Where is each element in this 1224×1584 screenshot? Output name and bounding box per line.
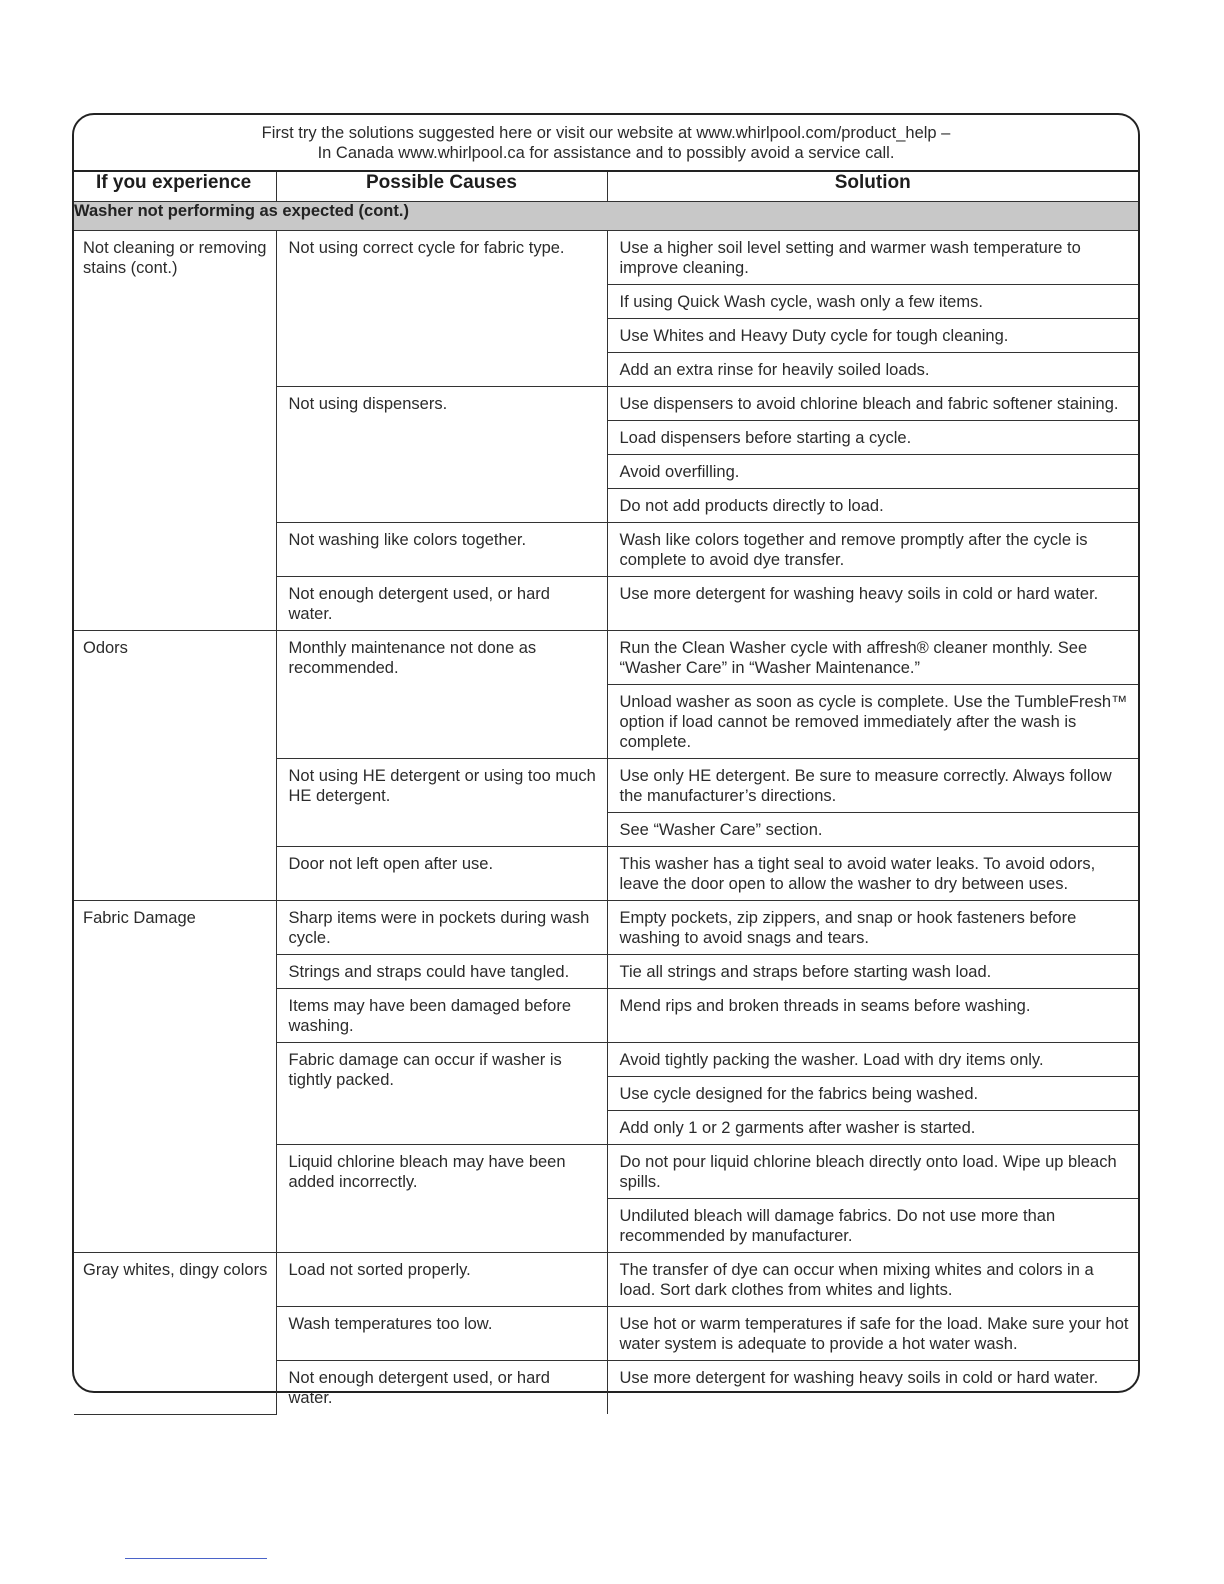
experience-cell <box>74 231 276 631</box>
solution-cell <box>607 1077 1138 1111</box>
solution-cell <box>607 759 1138 813</box>
solution-cell <box>607 231 1138 285</box>
solution-text: Use only HE detergent. Be sure to measure correctly. Always follow the manufacturer’s directions. <box>619 767 1112 805</box>
cause-text: Wash temperatures too low. <box>288 1315 493 1333</box>
section-title: Washer not performing as expected (cont.) <box>74 202 1138 231</box>
solution-cell <box>607 421 1138 455</box>
intro-line-2: In Canada www.whirlpool.ca for assistance and to possibly avoid a service call. <box>317 143 895 162</box>
table-row <box>74 1253 1138 1307</box>
solution-cell <box>607 1307 1138 1361</box>
solution-text: The transfer of dye can occur when mixing whites and colors in a load. Sort dark clothes from whites and lights. <box>619 1261 1094 1299</box>
solution-text: Wash like colors together and remove promptly after the cycle is complete to avoid dye transfer. <box>619 531 1088 569</box>
cause-text: Load not sorted properly. <box>288 1261 471 1279</box>
table-row <box>74 901 1138 955</box>
solution-cell <box>607 1043 1138 1077</box>
header-experience: If you experience <box>74 172 276 202</box>
cause-text: Not using correct cycle for fabric type. <box>288 239 565 257</box>
cause-cell <box>276 1043 607 1145</box>
solution-cell <box>607 1361 1138 1415</box>
intro-note <box>74 115 1138 172</box>
solution-text: Add an extra rinse for heavily soiled loads. <box>619 361 930 379</box>
solution-cell <box>607 989 1138 1043</box>
solution-cell <box>607 813 1138 847</box>
experience-cell <box>74 631 276 901</box>
solution-text: Use a higher soil level setting and warmer wash temperature to improve cleaning. <box>619 239 1081 277</box>
solution-cell <box>607 353 1138 387</box>
solution-cell <box>607 685 1138 759</box>
footer-link-rule <box>125 1558 267 1559</box>
solution-cell <box>607 455 1138 489</box>
solution-cell <box>607 577 1138 631</box>
solution-cell <box>607 1199 1138 1253</box>
solution-cell <box>607 1253 1138 1307</box>
cause-cell <box>276 847 607 901</box>
table-row <box>74 631 1138 685</box>
solution-text: Use Whites and Heavy Duty cycle for tough cleaning. <box>619 327 1009 345</box>
experience-cell <box>74 1253 276 1415</box>
solution-cell <box>607 847 1138 901</box>
solution-text: Avoid tightly packing the washer. Load with dry items only. <box>619 1051 1044 1069</box>
experience-cell <box>74 901 276 1253</box>
solution-cell <box>607 955 1138 989</box>
solution-text: Load dispensers before starting a cycle. <box>619 429 912 447</box>
cause-cell <box>276 1307 607 1361</box>
solution-text: Undiluted bleach will damage fabrics. Do not use more than recommended by manufacturer. <box>619 1207 1056 1245</box>
cause-text: Not enough detergent used, or hard water. <box>288 1369 550 1407</box>
solution-cell <box>607 1145 1138 1199</box>
cause-text: Not using dispensers. <box>288 395 448 413</box>
experience-text: Not cleaning or removing stains (cont.) <box>83 239 267 277</box>
solution-text: This washer has a tight seal to avoid water leaks. To avoid odors, leave the door open to allow the washer to dry between uses. <box>619 855 1096 893</box>
cause-text: Liquid chlorine bleach may have been added incorrectly. <box>288 1153 566 1191</box>
cause-cell <box>276 955 607 989</box>
solution-text: If using Quick Wash cycle, wash only a few items. <box>619 293 983 311</box>
cause-text: Monthly maintenance not done as recommended. <box>288 639 537 677</box>
cause-text: Door not left open after use. <box>288 855 494 873</box>
solution-cell <box>607 387 1138 421</box>
solution-cell <box>607 523 1138 577</box>
header-solution: Solution <box>607 172 1138 202</box>
cause-cell <box>276 231 607 387</box>
solution-cell <box>607 631 1138 685</box>
solution-text: Tie all strings and straps before starting wash load. <box>619 963 992 981</box>
cause-text: Items may have been damaged before washing. <box>288 997 572 1035</box>
cause-cell <box>276 631 607 759</box>
table-row <box>74 231 1138 285</box>
solution-cell <box>607 901 1138 955</box>
solution-text: Empty pockets, zip zippers, and snap or hook fasteners before washing to avoid snags and tears. <box>619 909 1077 947</box>
cause-cell <box>276 1253 607 1307</box>
solution-text: Mend rips and broken threads in seams before washing. <box>619 997 1031 1015</box>
cause-text: Not washing like colors together. <box>288 531 527 549</box>
solution-cell <box>607 285 1138 319</box>
cause-text: Not using HE detergent or using too much HE detergent. <box>288 767 596 805</box>
cause-text: Not enough detergent used, or hard water. <box>288 585 550 623</box>
cause-cell <box>276 989 607 1043</box>
header-causes: Possible Causes <box>276 172 607 202</box>
solution-cell <box>607 489 1138 523</box>
solution-text: Do not add products directly to load. <box>619 497 884 515</box>
cause-cell <box>276 577 607 631</box>
solution-text: Unload washer as soon as cycle is complete. Use the TumbleFresh™ option if load cannot be removed immediately after the wash is complete. <box>619 693 1128 751</box>
cause-cell <box>276 1145 607 1253</box>
solution-text: Use cycle designed for the fabrics being washed. <box>619 1085 979 1103</box>
cause-cell <box>276 901 607 955</box>
experience-text: Odors <box>83 639 128 657</box>
experience-text: Fabric Damage <box>83 909 196 927</box>
intro-line-1: First try the solutions suggested here or visit our website at www.whirlpool.com/product_help – <box>261 123 951 142</box>
cause-cell <box>276 387 607 523</box>
solution-cell <box>607 1111 1138 1145</box>
table-body <box>74 231 1138 1415</box>
cause-text: Strings and straps could have tangled. <box>288 963 570 981</box>
solution-text: Use hot or warm temperatures if safe for the load. Make sure your hot water system is adequate to provide a hot water wash. <box>619 1315 1129 1353</box>
troubleshooting-table-frame <box>72 113 1140 1407</box>
solution-text: Use more detergent for washing heavy soils in cold or hard water. <box>619 585 1099 603</box>
cause-cell <box>276 1361 607 1415</box>
solution-text: See “Washer Care” section. <box>619 821 823 839</box>
solution-text: Run the Clean Washer cycle with affresh® cleaner monthly. See “Washer Care” in “Washer Maintenance.” <box>619 639 1088 677</box>
solution-text: Do not pour liquid chlorine bleach directly onto load. Wipe up bleach spills. <box>619 1153 1117 1191</box>
solution-cell <box>607 319 1138 353</box>
solution-text: Use more detergent for washing heavy soils in cold or hard water. <box>619 1369 1099 1387</box>
solution-text: Avoid overfilling. <box>619 463 740 481</box>
troubleshooting-table <box>74 172 1138 1415</box>
cause-cell <box>276 523 607 577</box>
cause-text: Fabric damage can occur if washer is tightly packed. <box>288 1051 562 1089</box>
cause-text: Sharp items were in pockets during wash cycle. <box>288 909 590 947</box>
solution-text: Use dispensers to avoid chlorine bleach and fabric softener staining. <box>619 395 1119 413</box>
experience-text: Gray whites, dingy colors <box>83 1261 268 1279</box>
cause-cell <box>276 759 607 847</box>
solution-text: Add only 1 or 2 garments after washer is started. <box>619 1119 976 1137</box>
